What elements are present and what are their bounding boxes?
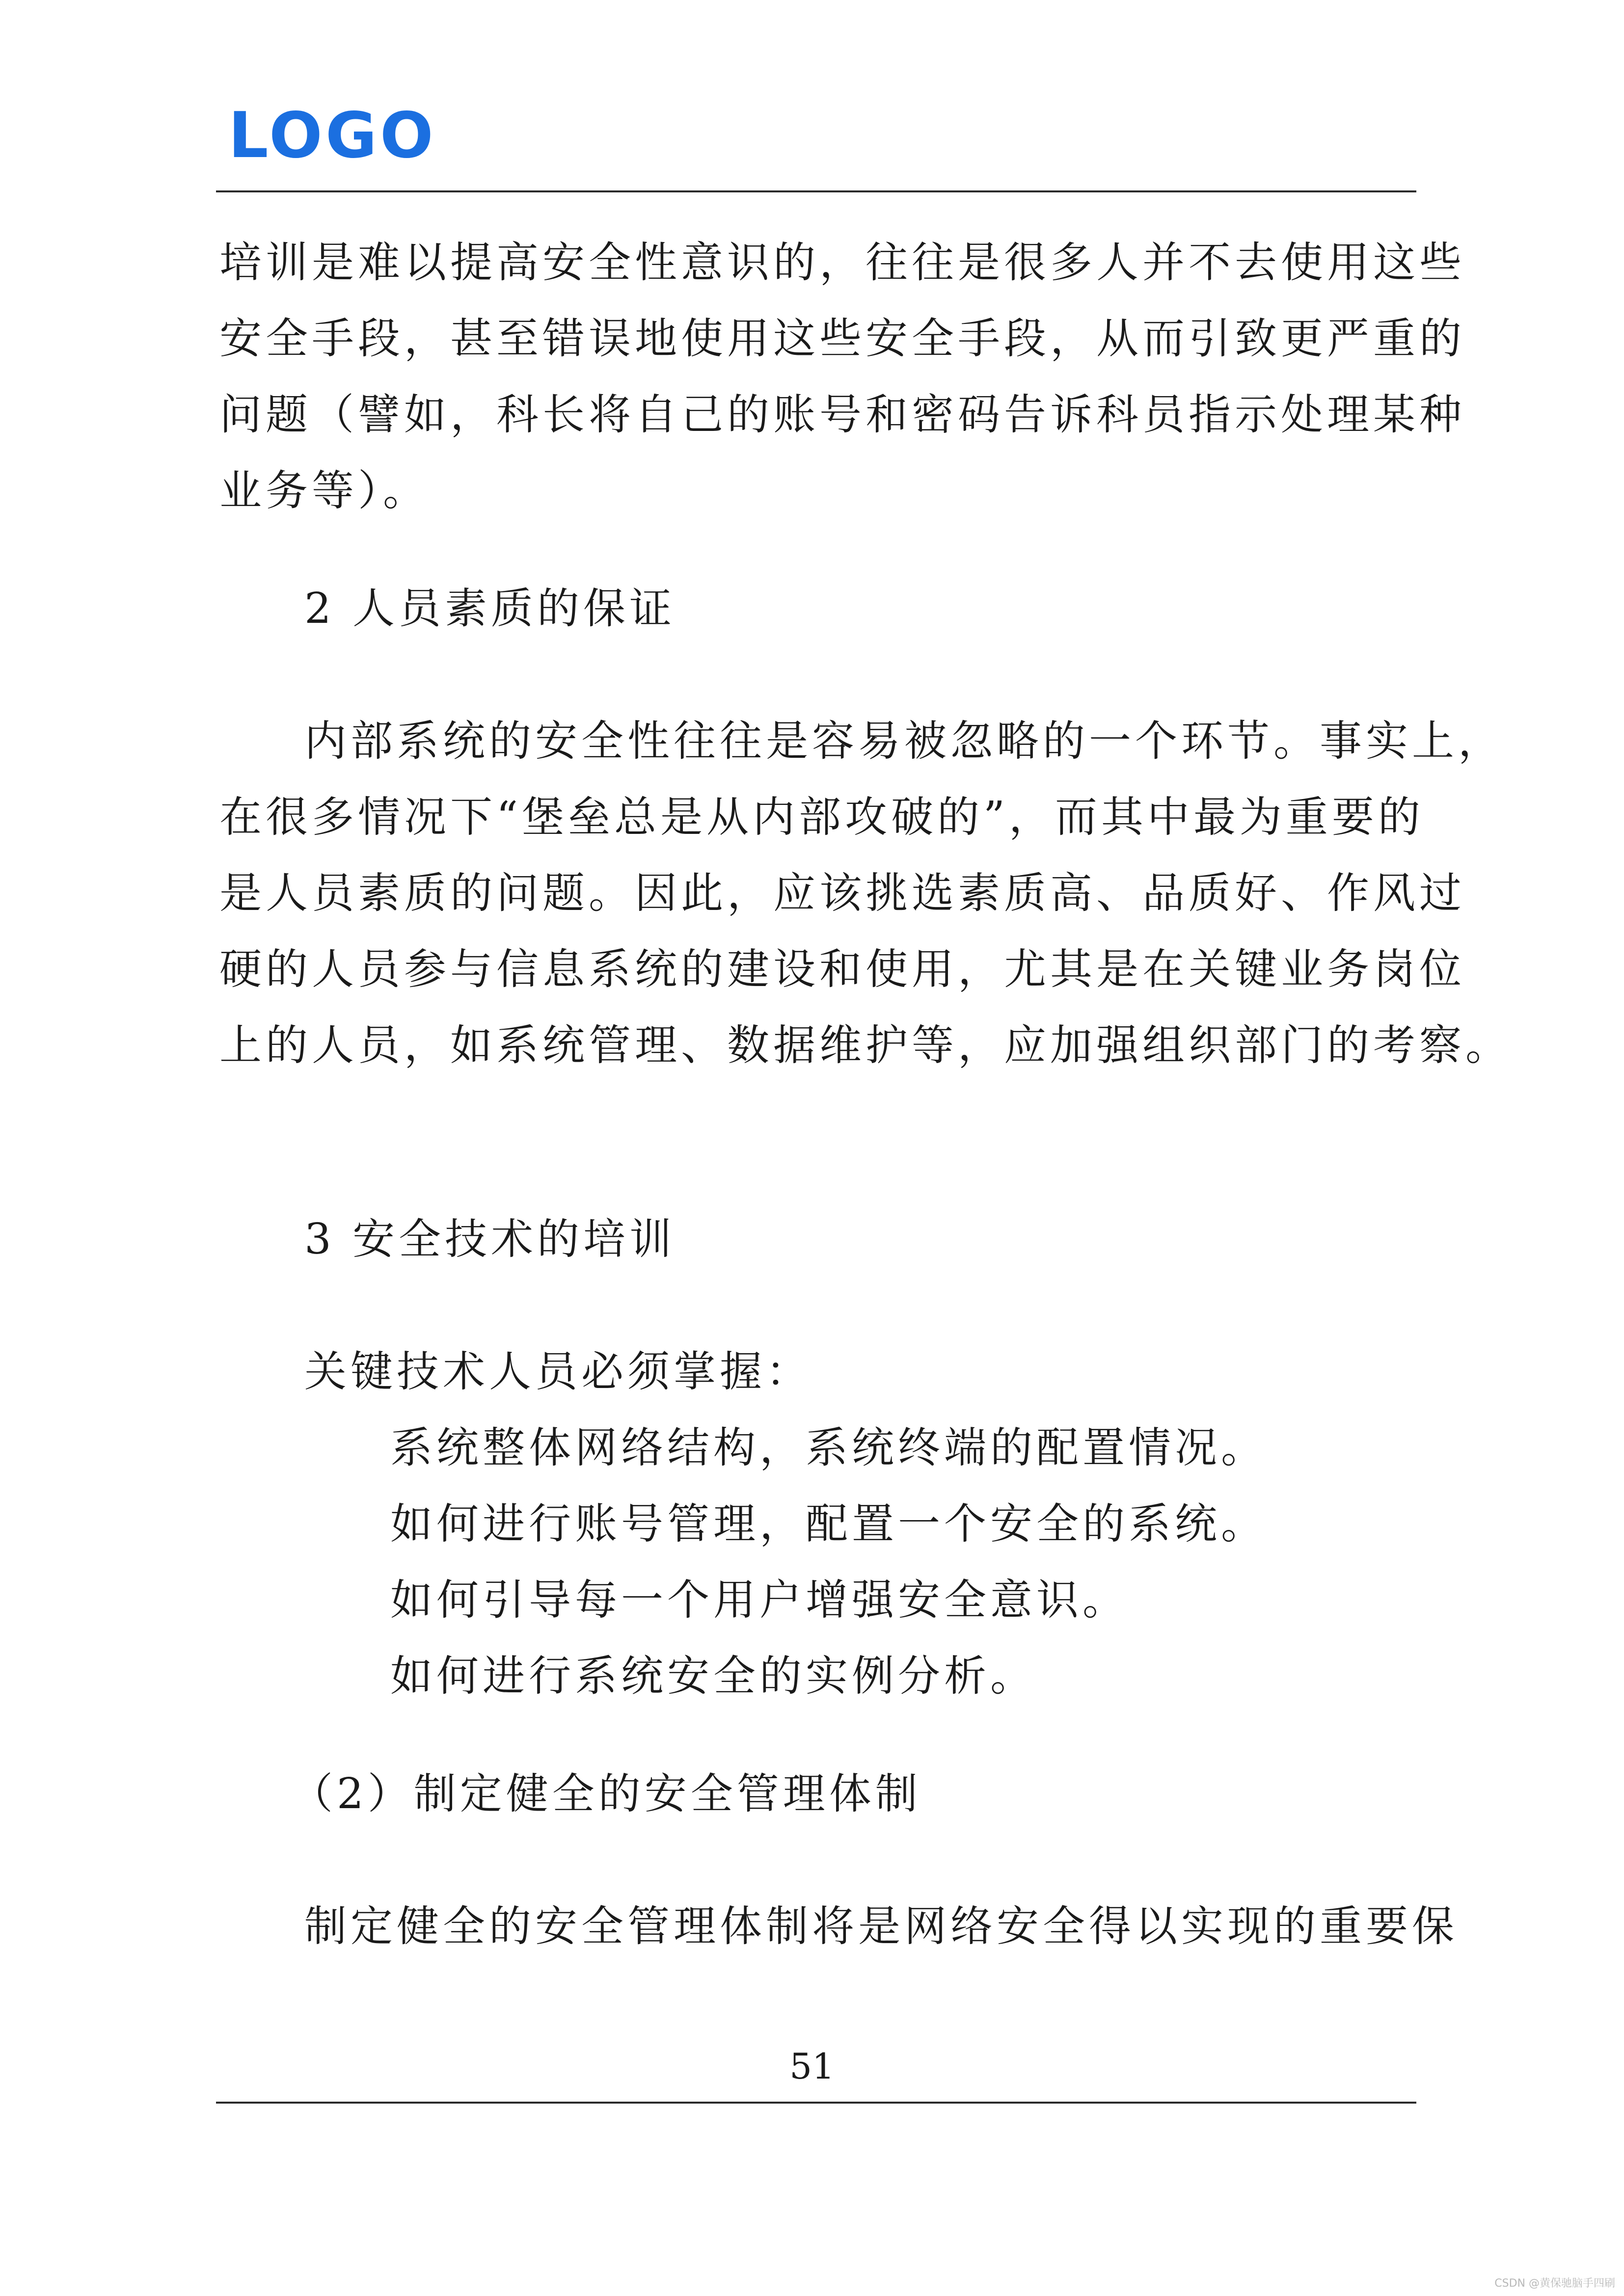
paragraph-2-line-4: 硬的人员参与信息系统的建设和使用，尤其是在关键业务岗位	[219, 945, 1465, 994]
list-item: 如何引导每一个用户增强安全意识。	[390, 1575, 1129, 1625]
list-item: 系统整体网络结构，系统终端的配置情况。	[390, 1423, 1267, 1472]
footer-divider	[216, 2102, 1416, 2104]
paragraph-1-line-1: 培训是难以提高安全性意识的，往往是很多人并不去使用这些	[219, 238, 1465, 287]
list-item: 如何进行账号管理，配置一个安全的系统。	[390, 1499, 1267, 1548]
section-heading-2: 2 人员素质的保证	[304, 584, 676, 633]
list-intro: 关键技术人员必须掌握：	[304, 1347, 812, 1396]
paragraph-2-line-3: 是人员素质的问题。因此，应该挑选素质高、品质好、作风过	[219, 869, 1465, 918]
paragraph-1-line-4: 业务等）。	[219, 466, 429, 515]
header-divider	[216, 190, 1416, 192]
list-item: 如何进行系统安全的实例分析。	[390, 1652, 1036, 1701]
paragraph-3-line-1: 制定健全的安全管理体制将是网络安全得以实现的重要保	[304, 1902, 1458, 1951]
paragraph-2-line-2: 在很多情况下“堡垒总是从内部攻破的”，而其中最为重要的	[219, 793, 1424, 842]
logo: LOGO	[228, 99, 436, 172]
page-number: 51	[789, 2046, 835, 2087]
section-heading-3: 3 安全技术的培训	[304, 1215, 676, 1264]
subsection-heading: （2）制定健全的安全管理体制	[291, 1769, 921, 1818]
paragraph-2-line-1: 内部系统的安全性往往是容易被忽略的一个环节。事实上，	[304, 717, 1504, 766]
paragraph-1-line-3: 问题（譬如，科长将自己的账号和密码告诉科员指示处理某种	[219, 390, 1465, 439]
paragraph-1-line-2: 安全手段，甚至错误地使用这些安全手段，从而引致更严重的	[219, 314, 1465, 363]
paragraph-2-line-5: 上的人员，如系统管理、数据维护等，应加强组织部门的考察。	[219, 1021, 1512, 1070]
watermark: CSDN @黄保驰脑手四刷	[1494, 2277, 1615, 2290]
